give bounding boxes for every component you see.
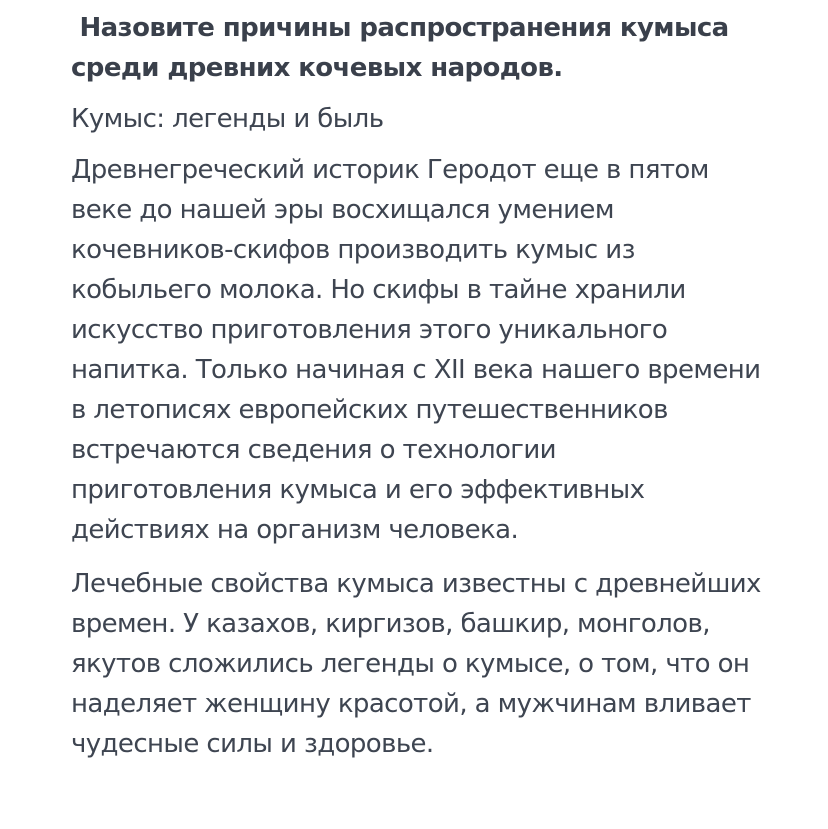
article-subtitle: Кумыс: легенды и быль — [71, 104, 384, 134]
content-area — [71, 8, 761, 764]
paragraph-healing-properties: Лечебные свойства кумыса известны с древнейших времен. У казахов, киргизов, башкир, монголов, якутов сложились легенды о кумысе, о том, что он наделяет женщину красотой, а мужчинам вливает чудесные силы и здоровье. — [71, 569, 761, 759]
question-title: Назовите причины распространения кумыса среди древних кочевых народов. — [71, 13, 738, 83]
paragraph-herodotus: Древнегреческий историк Геродот еще в пятом веке до нашей эры восхищался умением кочевников-скифов производить кумыс из кобыльего молока. Но скифы в тайне хранили искусство приготовления этого уникального напитка. Только начиная с XII века нашего времени в летописях европейских путешественников встречаются сведения о технологии приготовления кумыса и его эффективных действиях на организм человека. — [71, 155, 761, 545]
